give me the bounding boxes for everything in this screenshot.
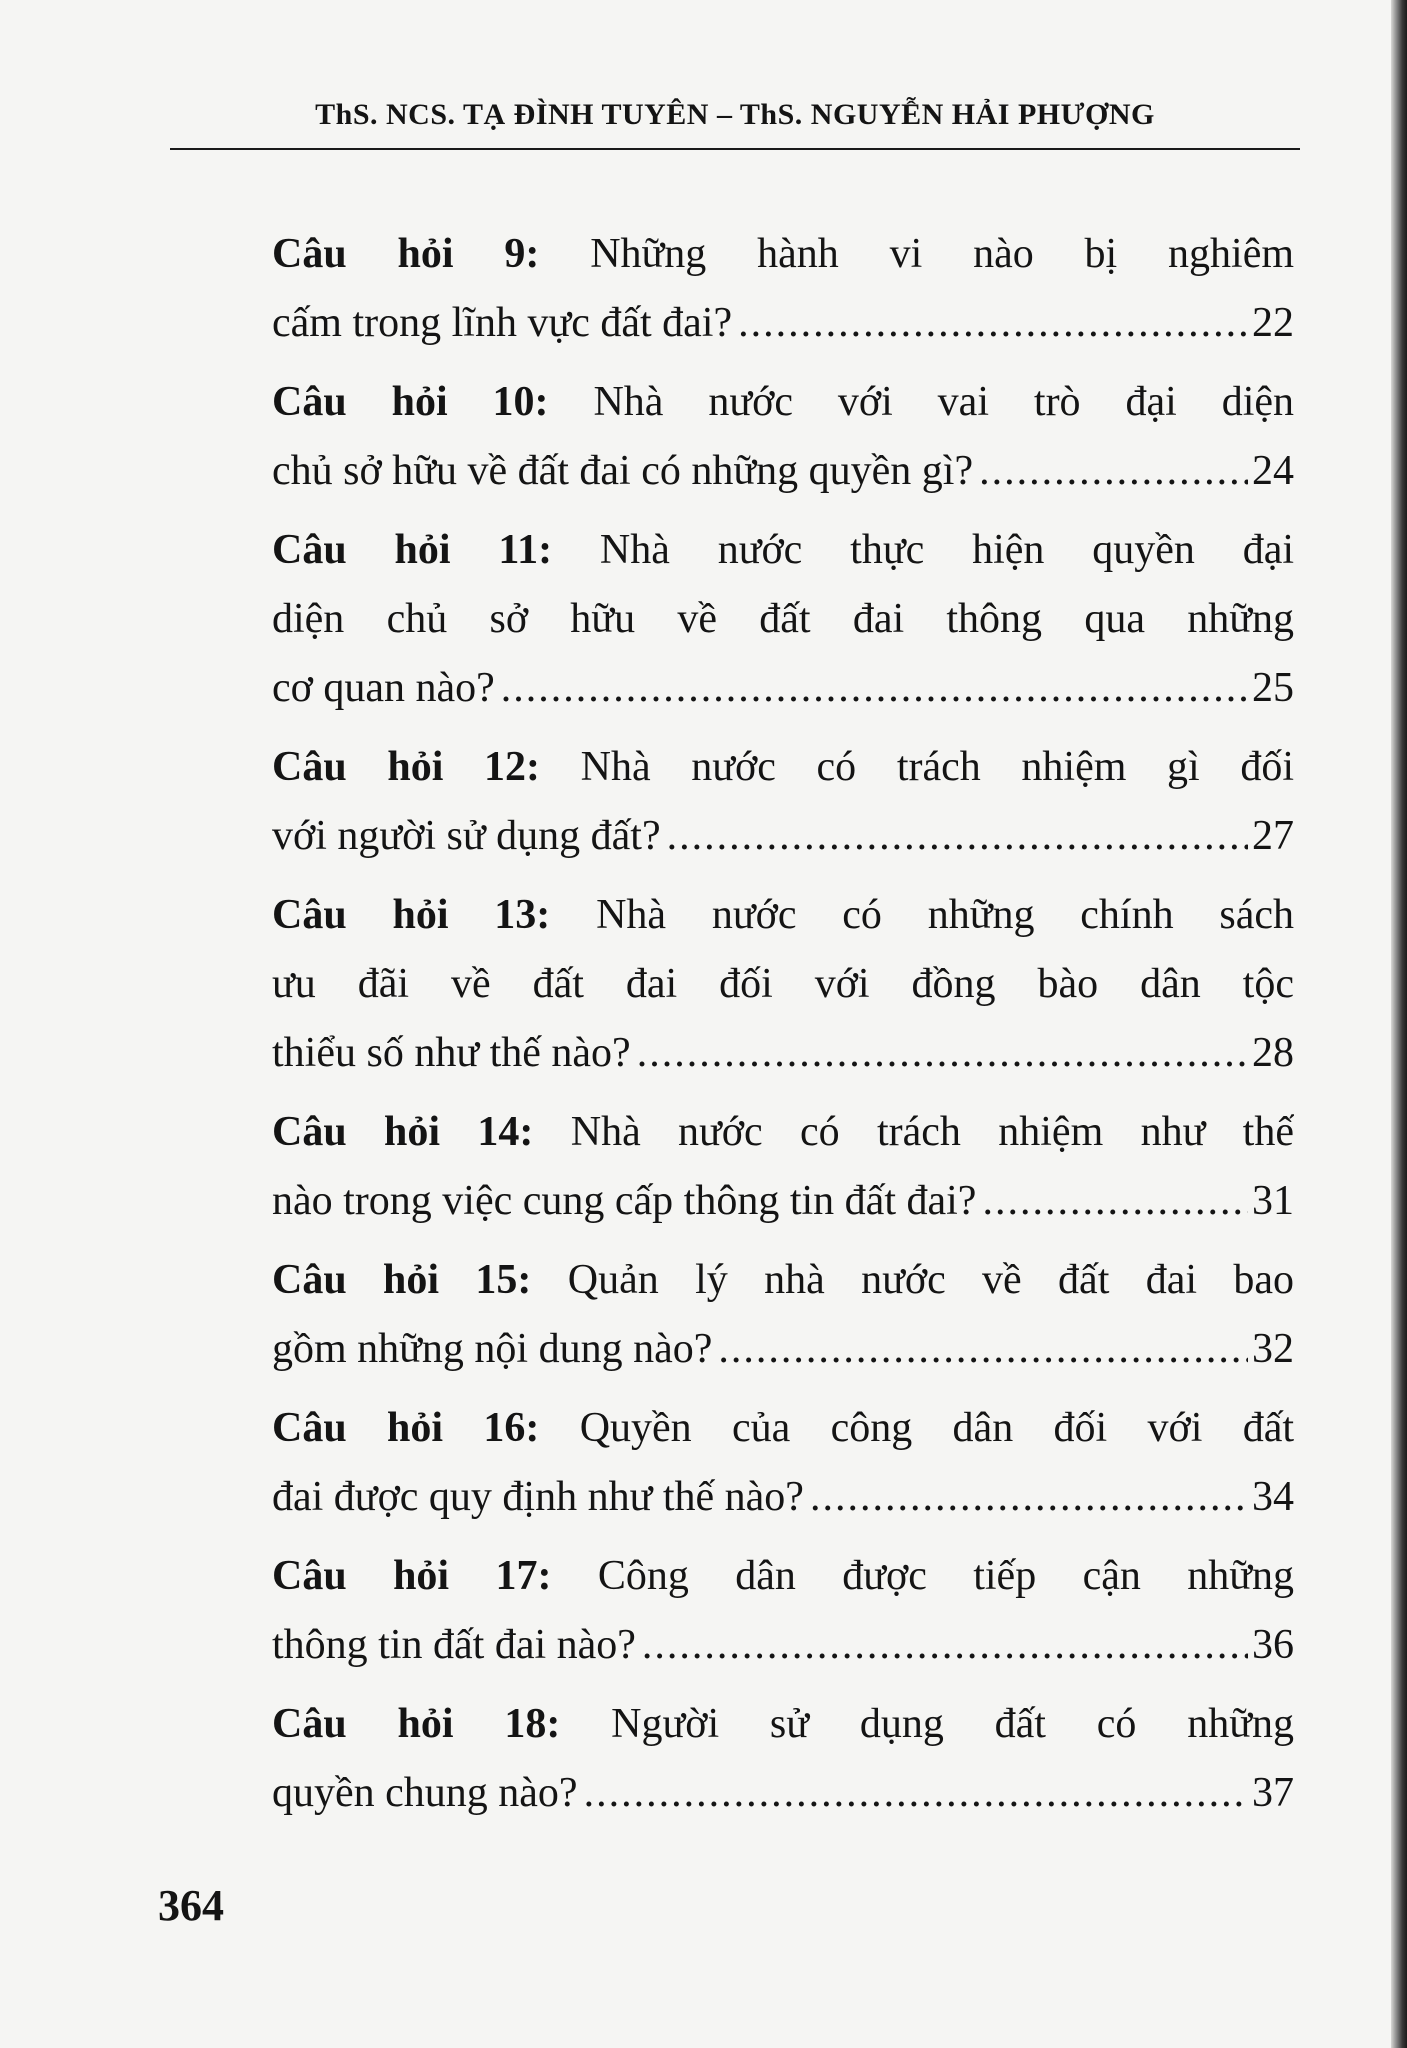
question-title-start: Nhà nước có trách nhiệm như thế [570, 1109, 1294, 1155]
running-head: ThS. NCS. TẠ ĐÌNH TUYÊN – ThS. NGUYỄN HẢI PHƯỢNG [315, 98, 1155, 131]
table-of-contents [272, 220, 1294, 1838]
toc-entry-last-line [272, 1759, 1294, 1828]
page-number: 364 [158, 1881, 224, 1930]
toc-entry[interactable] [272, 368, 1294, 506]
question-label: Câu hỏi 12: [272, 744, 540, 790]
question-label: Câu hỏi 14: [272, 1109, 534, 1155]
question-title-start: Nhà nước có những chính sách [596, 892, 1294, 938]
toc-entry-last-line [272, 1315, 1294, 1384]
toc-entry-last-line [272, 437, 1294, 506]
toc-entry-first-line [272, 1098, 1294, 1167]
dot-leader [718, 1315, 1248, 1384]
toc-entry-first-line [272, 881, 1294, 950]
toc-page-number: 36 [1252, 1622, 1294, 1668]
toc-entry-last-line [272, 654, 1294, 723]
toc-entry[interactable] [272, 1394, 1294, 1532]
toc-entry-first-line [272, 1394, 1294, 1463]
toc-entry[interactable] [272, 1690, 1294, 1828]
question-title-end: đai được quy định như thế nào? [272, 1474, 804, 1520]
question-title-start: Quyền của công dân đối với đất [579, 1405, 1294, 1451]
question-title-start: Nhà nước với vai trò đại diện [593, 379, 1294, 425]
toc-entry-first-line [272, 368, 1294, 437]
toc-page-number: 28 [1252, 1030, 1294, 1076]
header-rule [170, 148, 1300, 150]
question-label: Câu hỏi 17: [272, 1553, 552, 1599]
toc-entry-first-line [272, 516, 1294, 585]
question-title-start: Người sử dụng đất có những [611, 1701, 1294, 1747]
question-title-end: chủ sở hữu về đất đai có những quyền gì? [272, 448, 974, 494]
toc-page-number: 27 [1252, 813, 1294, 859]
dot-leader [738, 289, 1248, 358]
question-title-start: Những hành vi nào bị nghiêm [590, 231, 1294, 277]
question-label: Câu hỏi 13: [272, 892, 551, 938]
dot-leader [810, 1463, 1248, 1532]
dot-leader [637, 1019, 1248, 1088]
toc-entry[interactable] [272, 881, 1294, 1088]
toc-page-number: 34 [1252, 1474, 1294, 1520]
question-label: Câu hỏi 9: [272, 231, 540, 277]
question-title-end: quyền chung nào? [272, 1770, 578, 1816]
question-title-continued: diện chủ sở hữu về đất đai thông qua những [272, 596, 1294, 642]
question-title-start: Công dân được tiếp cận những [597, 1553, 1294, 1599]
toc-page-number: 37 [1252, 1770, 1294, 1816]
question-title-start: Quản lý nhà nước về đất đai bao [567, 1257, 1294, 1303]
question-title-end: thiểu số như thế nào? [272, 1030, 631, 1076]
toc-entry-first-line [272, 1542, 1294, 1611]
toc-page-number: 31 [1252, 1178, 1294, 1224]
dot-leader [501, 654, 1248, 723]
question-label: Câu hỏi 18: [272, 1701, 561, 1747]
toc-entry-last-line [272, 1611, 1294, 1680]
question-title-end: cơ quan nào? [272, 665, 495, 711]
toc-page-number: 24 [1252, 448, 1294, 494]
toc-page-number: 25 [1252, 665, 1294, 711]
dot-leader [982, 1167, 1248, 1236]
question-title-start: Nhà nước thực hiện quyền đại [599, 527, 1294, 573]
toc-entry-first-line [272, 1246, 1294, 1315]
toc-entry-last-line [272, 289, 1294, 358]
toc-entry-first-line [272, 1690, 1294, 1759]
book-spine-edge [1391, 0, 1407, 2048]
question-label: Câu hỏi 11: [272, 527, 553, 573]
toc-entry-last-line [272, 1463, 1294, 1532]
dot-leader [642, 1611, 1248, 1680]
toc-entry-first-line [272, 220, 1294, 289]
toc-entry[interactable] [272, 220, 1294, 358]
question-title-end: với người sử dụng đất? [272, 813, 661, 859]
question-title-end: thông tin đất đai nào? [272, 1622, 636, 1668]
dot-leader [667, 802, 1248, 871]
toc-entry-first-line [272, 733, 1294, 802]
toc-entry[interactable] [272, 1542, 1294, 1680]
dot-leader [584, 1759, 1248, 1828]
toc-entry-last-line [272, 1167, 1294, 1236]
question-title-continued: ưu đãi về đất đai đối với đồng bào dân tộc [272, 961, 1294, 1007]
toc-entry[interactable] [272, 1246, 1294, 1384]
question-title-start: Nhà nước có trách nhiệm gì đối [580, 744, 1294, 790]
question-title-end: cấm trong lĩnh vực đất đai? [272, 300, 733, 346]
question-label: Câu hỏi 16: [272, 1405, 540, 1451]
toc-page-number: 22 [1252, 300, 1294, 346]
toc-page-number: 32 [1252, 1326, 1294, 1372]
question-label: Câu hỏi 10: [272, 379, 549, 425]
question-label: Câu hỏi 15: [272, 1257, 532, 1303]
question-title-end: gồm những nội dung nào? [272, 1326, 713, 1372]
toc-entry[interactable] [272, 733, 1294, 871]
toc-entry-last-line [272, 802, 1294, 871]
toc-entry[interactable] [272, 1098, 1294, 1236]
dot-leader [979, 437, 1248, 506]
toc-entry[interactable] [272, 516, 1294, 723]
toc-entry-last-line [272, 1019, 1294, 1088]
question-title-end: nào trong việc cung cấp thông tin đất đai? [272, 1178, 977, 1224]
